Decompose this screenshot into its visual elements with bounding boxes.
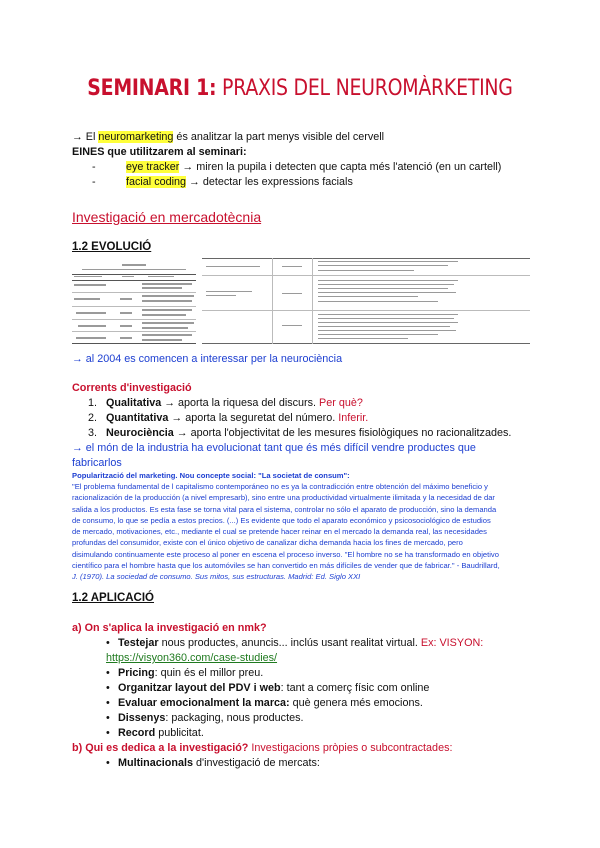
application-heading: 1.2 APLICACIÓ [72, 592, 155, 604]
question-a: a) On s'aplica la investigació en nmk? [72, 622, 267, 634]
list-item: • Evaluar emocionalment la marca: què genera més emocions. [106, 697, 423, 709]
list-item: • Testejar nous productes, anuncis... inclús usant realitat virtual. Ex: VISYON: [106, 637, 484, 649]
question-b: b) Qui es dedica a la investigació? Investigacions pròpies o subcontractades: [72, 742, 453, 754]
list-item: • Pricing: quin és el millor preu. [106, 667, 264, 679]
highlight-neuromarketing: neuromarketing [98, 131, 174, 143]
currents-heading: Corrents d'investigació [72, 382, 192, 394]
list-item: • Dissenys: packaging, nous productes. [106, 712, 304, 724]
title-rest: PRAXIS DEL NEUROMÀRKETING [216, 76, 513, 101]
current-item: 1. Qualitativa → aporta la riquesa del discurs. Per què? [88, 397, 363, 409]
evolution-table-image [72, 262, 196, 344]
quote-body: "El problema fundamental de l capitalismo contemporáneo no es ya la contradicción entre obtención del máximo beneficio y racionalización de la producción (a nivel empresarb), sino entre una productividad virtualmente ilimitada y la necesidad de dar salida a los productos. Es esta fase se torna vital para el sistema, controlar no sólo el aparato de producción, sino la demanda de consumo, lo que se pedía a estos precios. (...) Es evidente que todo el aparato económico y psicosociológico de estudios de mercado, motivaciones, etc., mediante el cual se pretende hacer reinar en el mercado la demanda real, las necesidades profundas del consumidor, existe con el único objetivo de canalizar dicha demanda hacia los fines de mercado, pero disimulando continuamente este proceso al poner en escena el proceso inverso. "El hombre no se ha transformado en objetivo científico para el hombre hasta que los automóviles se han convertido en más difíciles de vender que de fabricar." - Baudrillard, J. (1970). La sociedad de consumo. Sus mitos, sus estructuras. Madrid: Ed. Siglo XXI [72, 482, 500, 582]
tool-item: - eye tracker → miren la pupila i detecten que capta més l'atenció (en un cartell) [92, 161, 502, 173]
current-item: 2. Quantitativa → aporta la seguretat del número. Inferir. [88, 412, 369, 424]
tool-item: - facial coding → detectar les expressions facials [92, 176, 353, 188]
list-item: • Multinacionals d'investigació de mercats: [106, 757, 320, 769]
intro-line: → El neuromarketing és analitzar la part menys visible del cervell [72, 131, 385, 143]
page-title [42, 76, 558, 101]
currents-note: fabricarlos [72, 457, 122, 469]
title-bold: SEMINARI 1: [87, 76, 217, 101]
tools-heading: EINES que utilitzarem al seminari: [72, 146, 247, 158]
evolution-table-image-right [202, 258, 530, 344]
list-item: • Organitzar layout del PDV i web: tant a comerç físic com online [106, 682, 430, 694]
evolution-heading: 1.2 EVOLUCIÓ [72, 241, 152, 253]
list-item: • Record publicitat. [106, 727, 204, 739]
visyon-link[interactable]: https://visyon360.com/case-studies/ [106, 652, 278, 664]
currents-note: → el món de la industria ha evolucionat tant que és més difícil vendre productes que [72, 442, 476, 454]
quote-header: Popularització del marketing. Nou concepte social: "La societat de consum": [72, 471, 350, 480]
current-item: 3. Neurociència → aporta l'objectivitat de les mesures fisiològiques no racionalitzades. [88, 427, 512, 439]
section-title: Investigació en mercadotècnia [72, 209, 262, 225]
evolution-note: → al 2004 es comencen a interessar per la neurociència [72, 353, 343, 365]
